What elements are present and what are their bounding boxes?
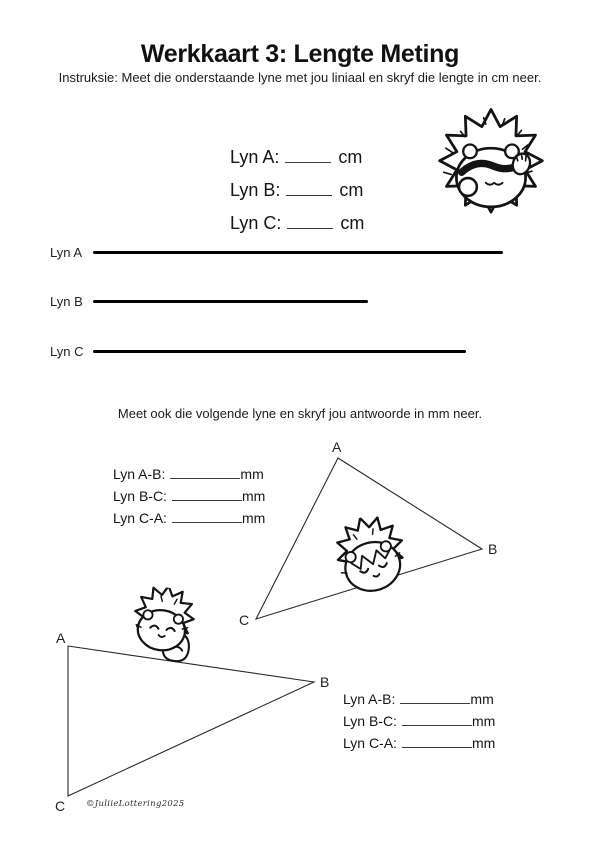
triangle-1-vertex-label-c: C [239, 612, 250, 628]
hedgehog-covering-eyes-illustration [426, 106, 556, 226]
mm-answer-row [343, 688, 495, 710]
measure-line-a [93, 251, 503, 254]
answer-blank [172, 518, 242, 523]
line-label-b: Lyn B [50, 294, 83, 309]
triangle-1-vertex-label-b: B [488, 541, 498, 557]
instruction-text-mm: Meet ook die volgende lyne en skryf jou antwoorde in mm neer. [117, 406, 483, 421]
mm-answer-block-2 [343, 688, 495, 754]
cm-answer-label-b: Lyn B: [230, 180, 281, 200]
cm-answer-row-c [230, 207, 364, 240]
mm-answer-label: Lyn B-C: [343, 713, 397, 729]
unit-label-c: cm [340, 213, 365, 233]
mm-answer-row [343, 732, 495, 754]
copyright-text: ©JuliieLottering2025 [86, 799, 185, 809]
page-title: Werkkaart 3: Lengte Meting [140, 40, 460, 68]
mm-answer-label: Lyn A-B: [113, 466, 166, 482]
answer-blank [400, 699, 470, 704]
answer-blank-a [285, 158, 331, 163]
instruction-text-cm: Instruksie: Meet die onderstaande lyne met jou liniaal en skryf die lengte in cm neer. [58, 70, 542, 85]
triangle-1-vertex-label-a: A [332, 439, 342, 455]
cm-answer-row-a [230, 141, 364, 174]
mm-answer-label: Lyn A-B: [343, 691, 396, 707]
unit-label: mm [240, 466, 264, 482]
measure-line-c [93, 350, 466, 353]
triangle-2-vertex-label-c: C [55, 798, 66, 814]
mm-answer-row [113, 485, 265, 507]
mm-answer-label: Lyn C-A: [113, 510, 167, 526]
mm-answer-row [343, 710, 495, 732]
mm-answer-block-1 [113, 463, 265, 529]
cm-answer-label-a: Lyn A: [230, 147, 280, 167]
hedgehog-covering-eyes-icon [426, 106, 556, 226]
mm-answer-label: Lyn B-C: [113, 488, 167, 504]
cm-answer-block [230, 141, 364, 240]
mm-answer-row [113, 463, 265, 485]
triangle-2-vertex-label-a: A [56, 630, 66, 646]
unit-label-a: cm [338, 147, 363, 167]
answer-blank [170, 474, 240, 479]
triangle-2-vertex-label-b: B [320, 674, 330, 690]
unit-label: mm [471, 713, 496, 729]
unit-label: mm [471, 735, 496, 751]
answer-blank-b [286, 191, 332, 196]
answer-blank [172, 496, 242, 501]
hedgehog-sitting-illustration [123, 583, 213, 671]
unit-label: mm [470, 691, 494, 707]
cm-answer-label-c: Lyn C: [230, 213, 282, 233]
line-label-c: Lyn C [50, 344, 84, 359]
mm-answer-label: Lyn C-A: [343, 735, 397, 751]
answer-blank-c [287, 224, 333, 229]
unit-label: mm [241, 488, 266, 504]
measure-line-b [93, 300, 368, 303]
hedgehog-sitting-icon [123, 583, 213, 671]
answer-blank [402, 743, 472, 748]
answer-blank [402, 721, 472, 726]
unit-label-b: cm [339, 180, 364, 200]
cm-answer-row-b [230, 174, 364, 207]
hedgehog-sleeping-illustration [318, 505, 426, 609]
line-label-a: Lyn A [50, 245, 83, 260]
unit-label: mm [241, 510, 266, 526]
mm-answer-row [113, 507, 265, 529]
hedgehog-sleeping-icon [318, 505, 426, 609]
